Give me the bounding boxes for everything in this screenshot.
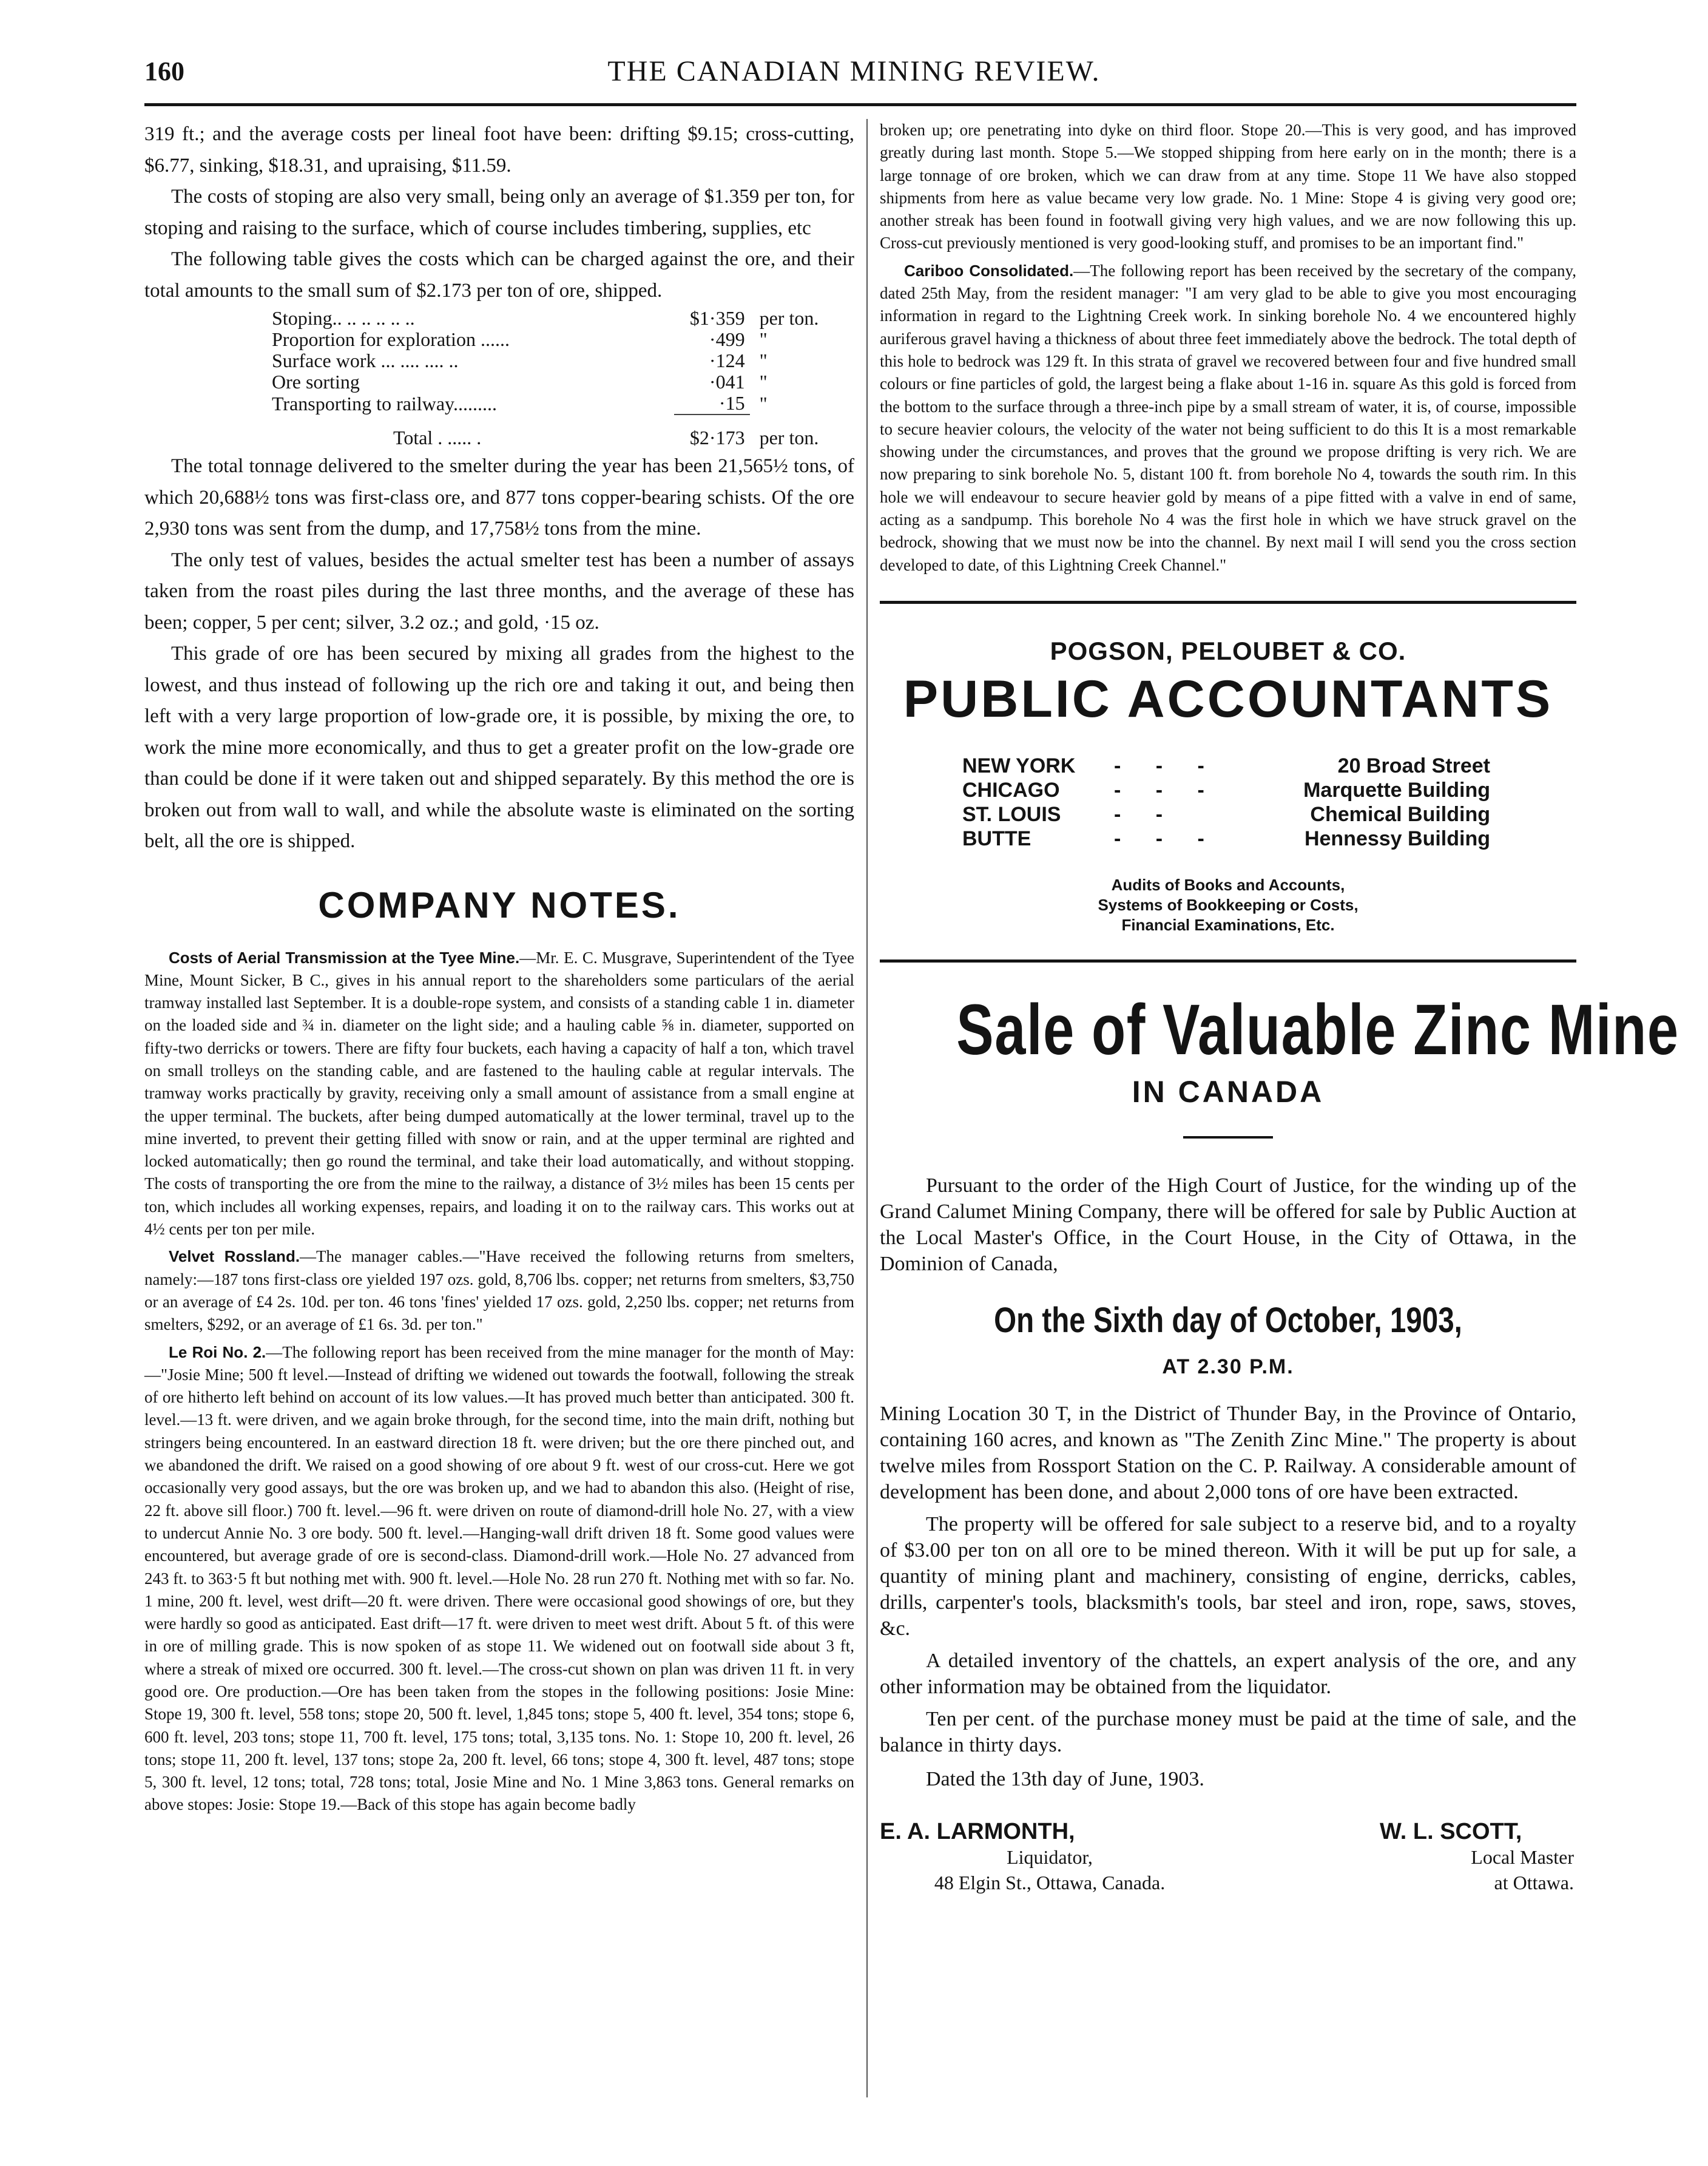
cost-amount: ·15 xyxy=(718,392,745,414)
cost-unit: " xyxy=(759,392,768,415)
notice-paragraph: The property will be offered for sale subject to a reserve bid, and to a royalty of $3.00 per ton on all ore to be mined thereon. With it will be put up for sale, a quantity of mining plant and machinery, consisting of engine, derricks, cables, drills, carpenter's tools, blacksmith's tools, bar steel and iron, rope, saws, stoves, &c. xyxy=(880,1512,1576,1640)
office-city: ST. LOUIS xyxy=(962,802,1061,826)
short-rule xyxy=(1183,1136,1273,1139)
notice-paragraph: Ten per cent. of the purchase money must be paid at the time of sale, and the balance in thirty days. xyxy=(880,1707,1576,1756)
notice-paragraph: Mining Location 30 T, in the District of Thunder Bay, in the Province of Ontario, containing 160 acres, and known as "The Zenith Zinc Mine." The property is about twelve miles from Rossport Station on the C. P. Railway. A considerable amount of development has been done, and about 2,000 tons of ore have been extracted. xyxy=(880,1402,1576,1503)
firm-name: POGSON, PELOUBET & CO. xyxy=(1050,636,1406,665)
cost-unit: " xyxy=(759,328,768,350)
report-continuation xyxy=(880,119,1576,577)
article-paragraph: The costs of stoping are also very small, being only an average of $1.359 per ton, for stoping and raising to the surface, which of course includes timbering, supplies, etc xyxy=(144,186,854,239)
office-row xyxy=(962,802,1490,827)
note-paragraph: broken up; ore penetrating into dyke on third floor. Stope 20.—This is very good, and has improved greatly during last month. Stope 5.—We stopped shipping from here early on in the month; there is a large tonnage of ore broken, which we can draw from at any time. Stope 11 We have also stopped shipments from here as value became very low grade. No. 1 Mine: Stope 4 is giving very good ore; another streak has been found in footwall giving very high values, and we are now following this up. Cross-cut previously mentioned is very good-looking stuff, and promises to be an important find." xyxy=(880,121,1576,252)
company-notes xyxy=(144,947,854,1816)
cost-row xyxy=(272,371,854,393)
article-continuation xyxy=(144,119,854,306)
cost-item: Transporting to railway......... xyxy=(272,392,497,415)
ad-divider xyxy=(880,959,1576,963)
note-paragraph xyxy=(144,947,854,1241)
note-lead: Le Roi No. 2. xyxy=(169,1342,266,1361)
cost-amount: $1·359 xyxy=(689,307,745,329)
office-dashes: - - - xyxy=(1114,827,1219,850)
left-column xyxy=(144,119,854,1821)
article-paragraph: 319 ft.; and the average costs per lineal foot have been: drifting $9.15; cross-cutting, $6.77, sinking, $18.31, and upraising, $11.59. xyxy=(144,123,854,177)
note-lead: Costs of Aerial Transmission at the Tyee Mine. xyxy=(169,948,520,967)
cost-total-row xyxy=(272,415,854,448)
sale-details xyxy=(880,1401,1576,1758)
cost-amount: ·124 xyxy=(709,350,745,371)
note-lead: Cariboo Consolidated. xyxy=(904,261,1074,280)
office-address: Hennessy Building xyxy=(1304,827,1490,850)
dated-line: Dated the 13th day of June, 1903. xyxy=(926,1767,1204,1790)
cost-unit: " xyxy=(759,371,768,393)
article-paragraph: The total tonnage delivered to the smelter during the year has been 21,565½ tons, of which 20,688½ tons was first-class ore, and 877 tons copper-bearing schists. Of the ore 2,930 tons was sent from the dump, and 17,758½ tons from the mine. xyxy=(144,455,854,540)
note-text: —The following report has been received from the mine manager for the month of May:—"Josie Mine; 500 ft level.—Instead of drifting we widened out towards the footwall, following the streak of ore hitherto left behind on account of its low values.—It has proved much better than anticipated. 300 ft. level.—13 ft. were driven, and we again broke through, for the second time, into the main drift, nothing but stringers being encountered. In an eastward direction 18 ft. were driven; but the ore there pinched out, and we abandoned the drift. We raised on a good showing of ore about 9 ft. west of our cross-cut. Here we got occasionally very good assays, but the ore was broken up, and we had to abandon this also. (Height of rise, 22 ft. above sill floor.) 700 ft. level.—96 ft. were driven on route of diamond-drill hole No. 27, with a view to undercut Annie No. 3 ore body. 500 ft. level.—Hanging-wall drift driven 18 ft. Some good values were encountered, but average grade of ore is second-class. Diamond-drill work.—Hole No. 27 advanced from 243 ft. to 363·5 ft but nothing met with. 900 ft. level.—Hole No. 28 run 270 ft. Nothing met with so far. No. 1 mine, 200 ft. level, west drift—20 ft. were driven. There were occasional good showings of ore, but they were hardly so good as anticipated. East drift—17 ft. were driven to meet west drift. About 5 ft. of this were in ore of milling grade. This is now spoken of as stope 11. We widened out on footwall side about 3 ft, where a streak of mixed ore occurred. 300 ft. level.—The cross-cut shown on plan was driven 11 ft. in very good ore. Ore production.—Ore has been taken from the stopes in the following positions: Josie Mine: Stope 19, 300 ft. level, 558 tons; stope 20, 500 ft. level, 1,845 tons; stope 5, 400 ft. level, 354 tons; stope 6, 600 ft. level, 203 tons; stope 11, 700 ft. level, 175 tons; total, 3,135 tons. No. 1: Stope 10, 200 ft. level, 26 tons; stope 11, 200 ft. level, 137 tons; stope 2a, 200 ft. level, 66 tons; stope 4, 300 ft. level, 487 tons; stope 5, 300 ft. level, 12 tons; total, 728 tons; total, Josie Mine and No. 1 Mine 3,863 tons. General remarks on above stopes: Josie: Stope 19.—Back of this stope has again become badly xyxy=(144,1342,854,1814)
cost-item: Ore sorting xyxy=(272,371,360,393)
section-title: COMPANY NOTES. xyxy=(318,884,681,926)
signatures xyxy=(880,1819,1576,1895)
signatory-name: W. L. SCOTT, xyxy=(1380,1818,1522,1844)
office-row xyxy=(962,827,1490,851)
note-paragraph xyxy=(144,1245,854,1336)
note-paragraph xyxy=(144,1341,854,1816)
sale-headline: Sale of Valuable Zinc Mine xyxy=(956,989,1679,1070)
zinc-mine-sale-ad xyxy=(880,989,1679,1895)
office-dashes: - - xyxy=(1114,802,1178,826)
signatory-name: E. A. LARMONTH, xyxy=(880,1818,1075,1844)
signatory-address: 48 Elgin St., Ottawa, Canada. xyxy=(934,1871,1166,1894)
notice-paragraph: A detailed inventory of the chattels, an expert analysis of the ore, and any other information may be obtained from the liquidator. xyxy=(880,1649,1576,1698)
office-address: 20 Broad Street xyxy=(1337,754,1490,777)
header-rule xyxy=(144,103,1576,106)
cost-item: Surface work ... .... .... .. xyxy=(272,350,459,371)
article-paragraph: The only test of values, besides the actual smelter test has been a number of assays taken from the roast piles during the last three months, and the average of these has been; copper, 5 per cent; silver, 3.2 oz.; and gold, ·15 oz. xyxy=(144,549,854,634)
office-row xyxy=(962,754,1490,778)
accountants-ad xyxy=(880,637,1576,935)
ad-headline: PUBLIC ACCOUNTANTS xyxy=(903,669,1553,728)
cost-table xyxy=(272,308,854,448)
service-line: Systems of Bookkeeping or Costs, xyxy=(1098,895,1359,914)
cost-row xyxy=(272,393,854,415)
note-lead: Velvet Rossland. xyxy=(169,1247,300,1266)
signatory-title: Local Master xyxy=(1471,1846,1574,1868)
notice-paragraph: Pursuant to the order of the High Court of Justice, for the winding up of the Grand Calumet Mining Company, there will be offered for sale by Public Auction at the Local Master's Office, in the Court House, in the City of Ottawa, in the Dominion of Canada, xyxy=(880,1174,1576,1275)
office-address: Chemical Building xyxy=(1310,802,1490,826)
article-paragraph: The following table gives the costs which can be charged against the ore, and their total amounts to the small sum of $2.173 per ton of ore, shipped. xyxy=(144,248,854,302)
column-divider xyxy=(866,119,868,2097)
sale-time: AT 2.30 P.M. xyxy=(1162,1355,1294,1378)
right-column xyxy=(880,119,1679,1895)
journal-title: THE CANADIAN MINING REVIEW. xyxy=(607,55,1101,87)
note-text: —The following report has been received by the secretary of the company, dated 25th May, from the resident manager: "I am very glad to be able to give you most encouraging information in regard to the Lightning Creek work. In sinking borehole No. 4 we encountered highly auriferous gravel having a thickness of about three feet immediately above the bedrock. The total depth of this hole to bedrock was 129 ft. In this strata of gravel we recovered between four and five hundred small colours or fine particles of gold, the largest being a flake about 1-16 in. square As this gold is forced from the bottom to the surface through a three-inch pipe by a small stream of water, it is, of course, impossible to secure heavier colours, the velocity of the water not being sufficient to do this It is a most remarkable showing under the circumstances, and proves that the ground we propose drifting is very rich. We are now preparing to sink borehole No. 5, distant 100 ft. from borehole No 4, towards the south rim. In this hole we will endeavour to secure heavier gold by means of a pipe fitted with a valve in end of same, acting as a sandpump. This borehole No 4 was the first hole in which we have struck gravel on the bedrock, showing that we must now be into the channel. By next mail I will send you the cross section developed to date, of this Lightning Creek Channel." xyxy=(880,261,1577,574)
office-address: Marquette Building xyxy=(1303,778,1490,802)
cost-amount: ·499 xyxy=(709,328,745,350)
article-paragraph: This grade of ore has been secured by mixing all grades from the highest to the lowest, and thus instead of following up the rich ore and taking it out, and being then left with a very large proportion of low-grade ore, it is possible, by mixing the ore, to work the mine more economically, and thus to get a greater profit on the low-grade ore than could be done if it were taken out and shipped separately. By this method the ore is broken out from wall to wall, and while the absolute waste is eliminated on the sorting belt, all the ore is shipped. xyxy=(144,643,854,852)
service-line: Audits of Books and Accounts, xyxy=(1111,875,1345,894)
page-number: 160 xyxy=(144,56,184,86)
sale-notice xyxy=(880,1173,1576,1277)
office-dashes: - - - xyxy=(1114,778,1219,802)
services-list xyxy=(880,875,1576,935)
office-city: CHICAGO xyxy=(962,778,1060,802)
sale-date: On the Sixth day of October, 1903, xyxy=(994,1300,1462,1340)
ad-divider xyxy=(880,601,1576,604)
note-text: —The manager cables.—"Have received the following returns from smelters, namely:—187 tons first-class ore yielded 197 ozs. gold, 8,706 lbs. copper; net returns from smelters, $3,750 or an average of £4 2s. 10d. per ton. 46 tons 'fines' yielded 17 ozs. gold, 2,250 lbs. copper; net returns from smelters, $292, or an average of £1 6s. 3d. per ton." xyxy=(144,1247,854,1334)
signature-local-master xyxy=(1307,1819,1576,1895)
cost-total-unit: per ton. xyxy=(759,426,819,448)
cost-total-amount: $2·173 xyxy=(674,415,750,448)
cost-unit: per ton. xyxy=(759,307,819,329)
sale-subheadline: IN CANADA xyxy=(1132,1074,1325,1109)
signature-liquidator xyxy=(880,1819,1220,1895)
office-row xyxy=(962,778,1490,802)
cost-amount: ·041 xyxy=(709,371,745,393)
signatory-title: Liquidator, xyxy=(1007,1846,1093,1868)
office-list xyxy=(962,754,1490,851)
article-continuation-2 xyxy=(144,451,854,858)
cost-unit: " xyxy=(759,350,768,371)
note-text: —Mr. E. C. Musgrave, Superintendent of the Tyee Mine, Mount Sicker, B C., gives in his annual report to the shareholders some particulars of the aerial tramway installed last September. It is a double-rope system, and consists of a standing cable 1 in. diameter on the loaded side and ¾ in. diameter on the light side; and a hauling cable ⅝ in. diameter, supported on fifty-two derricks or towers. There are fifty four buckets, each having a capacity of half a ton, which travel on small trolleys on the standing cable, and are fastened to the hauling cable at regular intervals. The tramway works practically by gravity, receiving only a small amount of assistance from a small engine at the upper terminal. The buckets, after being dumped automatically at the lower terminal, travel up to the mine inverted, to prevent their getting filled with snow or rain, and at the upper terminal are righted and locked automatically; then go round the terminal, and take their load automatically, and without stopping. The costs of transporting the ore from the mine to the railway, a distance of 3½ miles has been 15 cents per ton, which includes all working expenses, repairs, and loading it on to the railway cars. This works out at 4½ cents per ton per mile. xyxy=(144,948,855,1239)
office-city: BUTTE xyxy=(962,827,1031,850)
office-city: NEW YORK xyxy=(962,754,1076,777)
cost-total-label: Total . ..... . xyxy=(393,426,482,448)
cost-row xyxy=(272,350,854,371)
note-paragraph xyxy=(880,260,1576,577)
service-line: Financial Examinations, Etc. xyxy=(1121,915,1335,934)
cost-item: Stoping.. .. .. .. .. .. xyxy=(272,307,415,329)
cost-row xyxy=(272,308,854,329)
office-dashes: - - - xyxy=(1114,754,1219,777)
signatory-address: at Ottawa. xyxy=(1494,1871,1574,1894)
cost-row xyxy=(272,329,854,350)
cost-item: Proportion for exploration ...... xyxy=(272,328,510,350)
